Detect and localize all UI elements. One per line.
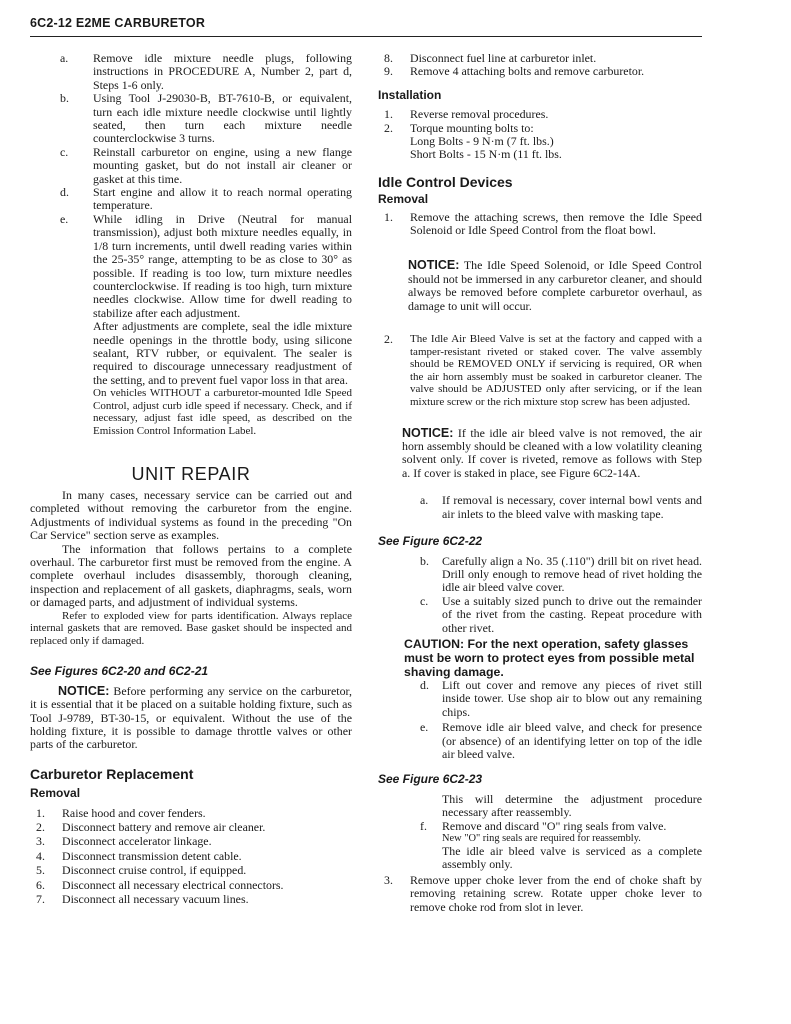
item-text: Disconnect fuel line at carburetor inlet.	[410, 51, 597, 65]
item-label: c.	[60, 144, 69, 159]
torque-spec: Short Bolts - 15 N·m (11 ft. lbs.	[410, 147, 562, 162]
item-label: a.	[420, 493, 429, 508]
unit-repair-heading: UNIT REPAIR	[131, 463, 251, 484]
list-item	[30, 821, 352, 834]
item-label: 2.	[384, 120, 393, 135]
paragraph: The information that follows pertains to a complete overhaul. The carburetor first must be removed from the engine. A complete overhaul includes disassembly, thorough cleaning, inspection and replacement of all gaskets, diaphragms, seals, worn or damaged parts, and adjustment of individual systems.	[30, 541, 352, 610]
item-label: e.	[420, 720, 429, 735]
section-heading: Carburetor Replacement	[30, 765, 194, 782]
item-label: 1.	[384, 209, 393, 224]
notice-text: Before performing any service on the carburetor, it is essential that it be placed on a suitable holding fixture, such as Tool J-9789, BT-30-15, or equivalent. Without the use of the holding fixture, it is possible to damage throttle valves or other parts of the carburetor.	[30, 683, 352, 752]
figure-reference: See Figures 6C2-20 and 6C2-21	[30, 664, 209, 679]
item-label: e.	[60, 211, 69, 226]
item-text: Lift out cover and remove any pieces of rivet still inside tower. Use shop air to blow out any remaining chips.	[442, 677, 702, 719]
item-text: Raise hood and cover fenders.	[62, 805, 206, 820]
paragraph: This will determine the adjustment procedure necessary after reassembly.	[442, 791, 702, 820]
figure-reference: See Figure 6C2-22	[378, 534, 483, 549]
list-item	[378, 595, 702, 635]
notice-block	[408, 259, 702, 313]
subsection-heading: Installation	[378, 87, 442, 102]
paragraph: The idle air bleed valve is serviced as a complete assembly only.	[442, 844, 702, 872]
item-label: 8.	[384, 51, 393, 65]
item-text: While idling in Drive (Neutral for manual transmission), adjust both mixture needles equally, in 1/8 turn increments, until dwell reading varies within the 25-35° range, attempting to be as close to 30° as possible. If reading is too low, turn mixture needles counterclockwise. If reading is too high, turn mixture needles clockwise. Allow time for dwell reading to stabilize after each adjustment.	[93, 211, 352, 320]
notice-label: NOTICE:	[408, 258, 460, 273]
list-item	[378, 494, 702, 521]
item-label: 4.	[36, 848, 45, 863]
item-label: 2.	[36, 820, 45, 835]
notice-text: The Idle Speed Solenoid, or Idle Speed Control should not be immersed in any carburetor cleaner, and should always be removed before complete carburetor overhaul, as damage to unit will occur.	[408, 258, 702, 313]
left-column	[30, 52, 352, 907]
item-label: 3.	[384, 872, 393, 887]
item-label: b.	[420, 553, 429, 568]
page-header-title: 6C2-12 E2ME CARBURETOR	[30, 16, 206, 30]
item-label: 7.	[36, 892, 45, 907]
notice-label: NOTICE:	[58, 683, 110, 698]
figure-reference: See Figure 6C2-23	[378, 772, 483, 787]
list-item	[378, 122, 702, 135]
list-item	[30, 893, 352, 906]
subsection-heading: Removal	[30, 786, 81, 801]
item-text: Start engine and allow it to reach normal operating temperature.	[93, 185, 352, 213]
list-item	[378, 211, 702, 238]
item-label: 6.	[36, 877, 45, 892]
subsection-heading: Removal	[378, 192, 429, 207]
item-label: 3.	[36, 834, 45, 849]
item-text: Remove the attaching screws, then remove the Idle Speed Solenoid or Idle Speed Control from the float bowl.	[410, 209, 702, 238]
list-item	[378, 65, 702, 78]
item-text: Reinstall carburetor on engine, using a new flange mounting gasket, but do not install air cleaner or gasket at this time.	[93, 144, 352, 186]
item-label: d.	[60, 185, 69, 200]
item-text: Disconnect transmission detent cable.	[62, 848, 242, 863]
list-item	[30, 807, 352, 820]
list-item	[378, 874, 702, 914]
notice-block	[402, 427, 702, 481]
paragraph: In many cases, necessary service can be carried out and completed without removing the carburetor from the engine. Adjustments of individual systems as found in the preceding "On Car Service" section serve as examples.	[30, 487, 352, 543]
paragraph: New "O" ring seals are required for reassembly.	[442, 833, 641, 844]
notice-block	[30, 685, 352, 752]
item-text: Disconnect battery and remove air cleaner.	[62, 820, 266, 835]
list-item	[30, 213, 352, 320]
list-item	[378, 52, 702, 65]
item-text: The Idle Air Bleed Valve is set at the factory and capped with a tamper-resistant riveted or staked cover. The valve assembly should be REMOVED ONLY if servicing is required, OR when the air horn assembly must be soaked in carburetor cleaner. The valve should be ADJUSTED only after servicing, or if the lean mixture screw or the rich mixture stop screw has been adjusted.	[410, 333, 702, 409]
list-item	[378, 108, 702, 121]
item-text: Disconnect all necessary vacuum lines.	[62, 892, 249, 907]
item-text: If removal is necessary, cover internal bowl vents and air inlets to the bleed valve with masking tape.	[442, 493, 702, 521]
caution-text: CAUTION: For the next operation, safety glasses must be worn to protect eyes from possible metal shaving damage.	[404, 636, 695, 679]
item-text: Remove upper choke lever from the end of choke shaft by removing retaining screw. Rotate upper choke lever to remove choke rod from slot in lever.	[410, 872, 702, 914]
item-label: 1.	[36, 805, 45, 820]
item-text: Carefully align a No. 35 (.110") drill bit on rivet head. Drill only enough to remove head of rivet holding the idle air bleed valve cover.	[442, 553, 702, 595]
list-item	[30, 146, 352, 186]
removal-steps-list	[30, 807, 352, 907]
notice-text: If the idle air bleed valve is not removed, the air horn assembly should be cleaned with a low volatility cleaning solvent only. If cover is riveted, remove as follows with Step a. If cover is staked in place, see Figure 6C2-14A.	[402, 425, 702, 480]
item-label: 1.	[384, 107, 393, 122]
item-label: b.	[60, 91, 69, 106]
right-column	[378, 52, 702, 914]
list-item	[378, 555, 702, 595]
item-text: Disconnect cruise control, if equipped.	[62, 863, 247, 878]
item-text: Remove idle mixture needle plugs, following instructions in PROCEDURE A, Number 2, part d, Steps 1-6 only.	[93, 51, 352, 92]
notice-label: NOTICE:	[402, 425, 454, 440]
item-text: Remove 4 attaching bolts and remove carburetor.	[410, 64, 645, 79]
item-label: 9.	[384, 64, 393, 79]
item-label: 2.	[384, 332, 393, 347]
item-text: Reverse removal procedures.	[410, 107, 549, 122]
list-item	[30, 186, 352, 213]
item-text: Use a suitably sized punch to drive out the remainder of the rivet from the casting. Repeat procedure with other rivet.	[442, 593, 702, 635]
list-item	[30, 52, 352, 92]
item-label: 5.	[36, 863, 45, 878]
list-item	[30, 835, 352, 848]
item-text: Using Tool J-29030-B, BT-7610-B, or equivalent, turn each idle mixture needle clockwise until lightly seated, then turn each mixture needle counterclockwise 3 turns.	[93, 91, 352, 146]
list-item	[378, 679, 702, 719]
item-text: Torque mounting bolts to:	[410, 120, 534, 135]
torque-spec: Long Bolts - 9 N·m (7 ft. lbs.)	[410, 134, 554, 149]
paragraph: After adjustments are complete, seal the idle mixture needle openings in the throttle body, using silicone sealant, RTV rubber, or equivalent. The sealer is required to discourage unnecessary readjustment of the setting, and to prevent fuel vapor loss in that area.	[93, 319, 352, 387]
list-item	[30, 850, 352, 863]
section-heading: Idle Control Devices	[378, 173, 513, 190]
paragraph: On vehicles WITHOUT a carburetor-mounted Idle Speed Control, adjust curb idle speed if necessary. Check, and if necessary, adjust fast idle speed, as described on the Emission Control Information Label.	[93, 387, 352, 437]
item-text: Remove idle air bleed valve, and check for presence (or absence) of an identifying letter on top of the idle air bleed valve.	[442, 720, 702, 761]
item-text: Remove and discard "O" ring seals from valve.	[442, 818, 667, 833]
list-item	[30, 864, 352, 877]
item-label: f.	[420, 818, 427, 833]
list-item	[378, 820, 702, 833]
item-label: d.	[420, 677, 429, 692]
page-header	[30, 14, 702, 37]
list-item	[378, 333, 702, 409]
item-text: Disconnect accelerator linkage.	[62, 834, 212, 849]
list-item	[30, 879, 352, 892]
item-label: a.	[60, 51, 69, 65]
list-item	[30, 92, 352, 146]
paragraph: Refer to exploded view for parts identification. Always replace internal gaskets that are removed. Base gasket should be inspected and replaced only if damaged.	[30, 609, 352, 647]
list-item	[378, 721, 702, 761]
item-label: c.	[420, 593, 429, 608]
item-text: Disconnect all necessary electrical connectors.	[62, 877, 284, 892]
